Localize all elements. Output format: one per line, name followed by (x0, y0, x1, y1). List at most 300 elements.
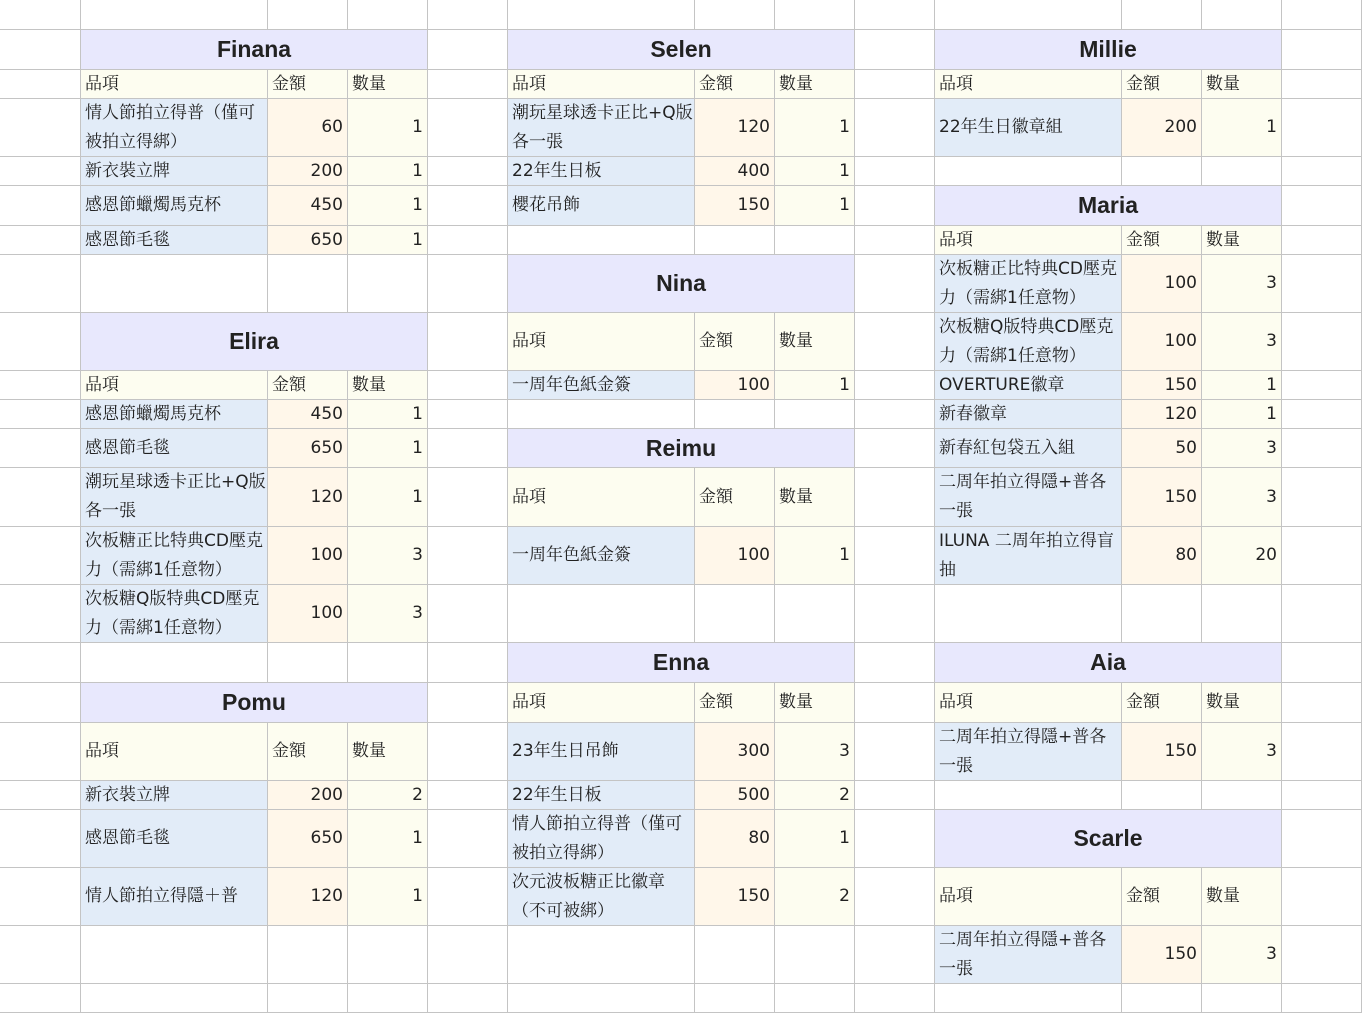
item-qty-cell-text: 2 (412, 784, 423, 805)
empty-cell[interactable] (1282, 371, 1362, 400)
empty-cell[interactable] (0, 99, 81, 157)
empty-cell[interactable] (1202, 585, 1282, 643)
item-amount-cell[interactable] (695, 810, 775, 868)
item-qty-cell[interactable] (1202, 429, 1282, 468)
empty-cell[interactable] (935, 585, 1122, 643)
item-amount-cell[interactable] (695, 723, 775, 781)
empty-cell[interactable] (1122, 585, 1202, 643)
empty-cell[interactable] (0, 468, 81, 527)
empty-cell[interactable] (695, 226, 775, 255)
item-name-cell[interactable] (508, 868, 695, 926)
item-qty-cell[interactable] (775, 810, 855, 868)
empty-cell[interactable] (0, 429, 81, 468)
empty-cell[interactable] (268, 643, 348, 683)
item-amount-cell[interactable] (1122, 371, 1202, 400)
item-qty-cell[interactable] (348, 868, 428, 926)
empty-cell[interactable] (428, 585, 508, 643)
empty-cell[interactable] (0, 313, 81, 371)
empty-cell[interactable] (0, 723, 81, 781)
empty-cell[interactable] (855, 468, 935, 527)
empty-cell[interactable] (81, 255, 268, 313)
item-name-cell[interactable] (935, 255, 1122, 313)
empty-cell[interactable] (0, 226, 81, 255)
empty-cell[interactable] (775, 926, 855, 984)
item-qty-cell[interactable] (775, 781, 855, 810)
block-title-nina[interactable] (508, 255, 855, 313)
item-amount-cell[interactable] (695, 157, 775, 186)
header-qty[interactable] (1202, 70, 1282, 99)
item-amount-cell[interactable] (268, 157, 348, 186)
item-qty-cell[interactable] (1202, 926, 1282, 984)
empty-cell[interactable] (1282, 429, 1362, 468)
empty-cell[interactable] (428, 400, 508, 429)
item-amount-cell[interactable] (1122, 429, 1202, 468)
empty-cell[interactable] (348, 643, 428, 683)
item-amount-cell[interactable] (268, 868, 348, 926)
empty-cell[interactable] (0, 683, 81, 723)
item-name-cell[interactable] (935, 99, 1122, 157)
item-qty-cell[interactable] (775, 527, 855, 585)
empty-cell[interactable] (0, 585, 81, 643)
item-amount-cell[interactable] (695, 868, 775, 926)
empty-cell[interactable] (1122, 157, 1202, 186)
item-qty-cell-text: 3 (1266, 437, 1277, 458)
empty-cell[interactable] (1282, 810, 1362, 868)
item-amount-cell[interactable] (695, 371, 775, 400)
item-name-cell[interactable] (508, 810, 695, 868)
item-amount-cell[interactable] (695, 99, 775, 157)
header-amount-text: 金額 (1126, 886, 1160, 906)
empty-cell[interactable] (428, 781, 508, 810)
item-name-cell[interactable] (81, 468, 268, 527)
item-name-cell[interactable] (935, 371, 1122, 400)
header-qty[interactable] (1202, 868, 1282, 926)
block-title-millie[interactable] (935, 30, 1282, 70)
item-qty-cell[interactable] (1202, 255, 1282, 313)
item-amount-cell[interactable] (1122, 926, 1202, 984)
empty-cell[interactable] (428, 723, 508, 781)
header-amount[interactable] (1122, 70, 1202, 99)
header-amount[interactable] (1122, 683, 1202, 723)
empty-cell[interactable] (1282, 468, 1362, 527)
item-qty-cell[interactable] (348, 400, 428, 429)
header-amount[interactable] (268, 371, 348, 400)
empty-cell[interactable] (775, 984, 855, 1013)
empty-cell[interactable] (855, 0, 935, 30)
header-qty[interactable] (1202, 226, 1282, 255)
header-qty[interactable] (775, 683, 855, 723)
empty-cell[interactable] (1202, 984, 1282, 1013)
header-item[interactable] (935, 868, 1122, 926)
empty-cell[interactable] (81, 926, 268, 984)
empty-cell[interactable] (855, 926, 935, 984)
empty-cell[interactable] (855, 99, 935, 157)
empty-cell[interactable] (855, 527, 935, 585)
empty-cell[interactable] (428, 70, 508, 99)
item-name-cell[interactable] (508, 186, 695, 226)
empty-cell[interactable] (428, 371, 508, 400)
header-amount[interactable] (695, 70, 775, 99)
empty-cell[interactable] (428, 99, 508, 157)
item-qty-cell[interactable] (348, 226, 428, 255)
empty-cell[interactable] (855, 186, 935, 226)
item-amount-cell[interactable] (695, 186, 775, 226)
empty-cell[interactable] (0, 371, 81, 400)
empty-cell[interactable] (268, 926, 348, 984)
item-amount-cell[interactable] (695, 781, 775, 810)
empty-cell[interactable] (935, 781, 1122, 810)
item-amount-cell-text: 80 (748, 828, 770, 848)
item-amount-cell[interactable] (268, 781, 348, 810)
item-name-cell-text: 22年生日板 (512, 160, 602, 181)
item-name-cell[interactable] (508, 781, 695, 810)
item-qty-cell[interactable] (1202, 313, 1282, 371)
empty-cell[interactable] (81, 984, 268, 1013)
empty-cell[interactable] (268, 255, 348, 313)
empty-cell[interactable] (695, 984, 775, 1013)
header-qty[interactable] (775, 313, 855, 371)
empty-cell[interactable] (1122, 781, 1202, 810)
empty-cell[interactable] (428, 643, 508, 683)
empty-cell[interactable] (348, 0, 428, 30)
empty-cell[interactable] (428, 186, 508, 226)
item-amount-cell[interactable] (1122, 255, 1202, 313)
block-title-maria[interactable] (935, 186, 1282, 226)
item-amount-cell[interactable] (268, 429, 348, 468)
header-qty[interactable] (775, 468, 855, 527)
empty-cell[interactable] (428, 527, 508, 585)
block-title-enna[interactable] (508, 643, 855, 683)
item-qty-cell-text: 3 (1266, 944, 1277, 964)
empty-cell[interactable] (0, 400, 81, 429)
empty-cell[interactable] (1282, 585, 1362, 643)
item-qty-cell[interactable] (348, 810, 428, 868)
empty-cell[interactable] (1282, 723, 1362, 781)
empty-cell[interactable] (1202, 781, 1282, 810)
item-name-cell-text: ILUNA 二周年拍立得盲抽 (939, 530, 1114, 580)
header-item[interactable] (81, 70, 268, 99)
empty-cell[interactable] (0, 984, 81, 1013)
item-name-cell[interactable] (81, 157, 268, 186)
item-qty-cell[interactable] (775, 868, 855, 926)
block-title-reimu[interactable] (508, 429, 855, 468)
header-item[interactable] (508, 313, 695, 371)
empty-cell[interactable] (0, 70, 81, 99)
item-amount-cell-text: 450 (310, 195, 343, 215)
empty-cell[interactable] (1282, 643, 1362, 683)
empty-cell[interactable] (348, 984, 428, 1013)
empty-cell[interactable] (1282, 984, 1362, 1013)
item-name-cell[interactable] (81, 810, 268, 868)
item-name-cell[interactable] (81, 429, 268, 468)
item-name-cell[interactable] (508, 527, 695, 585)
empty-cell[interactable] (775, 0, 855, 30)
header-item[interactable] (81, 371, 268, 400)
item-qty-cell[interactable] (775, 157, 855, 186)
item-amount-cell[interactable] (268, 468, 348, 527)
empty-cell[interactable] (0, 527, 81, 585)
item-qty-cell[interactable] (1202, 468, 1282, 527)
header-item[interactable] (935, 683, 1122, 723)
item-qty-cell[interactable] (775, 723, 855, 781)
header-qty[interactable] (348, 70, 428, 99)
header-item[interactable] (508, 683, 695, 723)
empty-cell[interactable] (1282, 683, 1362, 723)
item-amount-cell[interactable] (1122, 468, 1202, 527)
empty-cell[interactable] (0, 926, 81, 984)
item-name-cell[interactable] (508, 723, 695, 781)
empty-cell[interactable] (428, 683, 508, 723)
empty-cell[interactable] (508, 226, 695, 255)
empty-cell[interactable] (428, 255, 508, 313)
item-amount-cell-text: 100 (310, 603, 343, 623)
empty-cell[interactable] (1282, 527, 1362, 585)
empty-cell[interactable] (855, 643, 935, 683)
empty-cell[interactable] (695, 400, 775, 429)
empty-cell[interactable] (0, 255, 81, 313)
item-qty-cell[interactable] (775, 99, 855, 157)
empty-cell[interactable] (855, 810, 935, 868)
empty-cell[interactable] (428, 926, 508, 984)
empty-cell[interactable] (855, 30, 935, 70)
item-amount-cell[interactable] (1122, 400, 1202, 429)
item-qty-cell[interactable] (348, 585, 428, 643)
empty-cell[interactable] (428, 468, 508, 527)
item-qty-cell[interactable] (348, 781, 428, 810)
item-name-cell[interactable] (508, 157, 695, 186)
block-title-aia[interactable] (935, 643, 1282, 683)
empty-cell[interactable] (1282, 157, 1362, 186)
item-name-cell[interactable] (935, 527, 1122, 585)
empty-cell[interactable] (855, 313, 935, 371)
item-amount-cell-text: 150 (1164, 944, 1197, 964)
empty-cell[interactable] (1282, 400, 1362, 429)
header-amount[interactable] (695, 683, 775, 723)
empty-cell[interactable] (508, 926, 695, 984)
block-title-scarle[interactable] (935, 810, 1282, 868)
empty-cell[interactable] (855, 70, 935, 99)
header-qty[interactable] (348, 723, 428, 781)
header-item[interactable] (508, 70, 695, 99)
empty-cell[interactable] (1282, 30, 1362, 70)
item-qty-cell[interactable] (775, 186, 855, 226)
empty-cell[interactable] (1282, 255, 1362, 313)
item-amount-cell[interactable] (268, 226, 348, 255)
empty-cell[interactable] (0, 157, 81, 186)
item-qty-cell[interactable] (1202, 400, 1282, 429)
empty-cell[interactable] (81, 0, 268, 30)
empty-cell[interactable] (855, 255, 935, 313)
header-amount[interactable] (268, 723, 348, 781)
empty-cell[interactable] (1282, 0, 1362, 30)
empty-cell[interactable] (695, 0, 775, 30)
empty-cell[interactable] (855, 157, 935, 186)
item-name-cell[interactable] (935, 400, 1122, 429)
block-title-elira[interactable] (81, 313, 428, 371)
empty-cell[interactable] (1282, 186, 1362, 226)
item-name-cell[interactable] (81, 868, 268, 926)
item-amount-cell[interactable] (268, 810, 348, 868)
empty-cell[interactable] (268, 0, 348, 30)
item-name-cell-text: 一周年色紙金簽 (512, 545, 631, 565)
item-name-cell-text: 感恩節蠟燭馬克杯 (85, 195, 221, 215)
item-name-cell[interactable] (81, 527, 268, 585)
empty-cell[interactable] (1282, 868, 1362, 926)
empty-cell[interactable] (695, 585, 775, 643)
item-qty-cell[interactable] (1202, 723, 1282, 781)
empty-cell[interactable] (428, 810, 508, 868)
header-qty-text: 數量 (779, 692, 813, 712)
empty-cell[interactable] (81, 643, 268, 683)
item-amount-cell[interactable] (1122, 527, 1202, 585)
empty-cell[interactable] (855, 683, 935, 723)
item-name-cell[interactable] (81, 226, 268, 255)
header-amount[interactable] (695, 313, 775, 371)
item-qty-cell[interactable] (348, 527, 428, 585)
block-title-finana[interactable] (81, 30, 428, 70)
empty-cell[interactable] (428, 429, 508, 468)
header-amount[interactable] (1122, 868, 1202, 926)
empty-cell[interactable] (348, 255, 428, 313)
empty-cell[interactable] (1282, 226, 1362, 255)
item-qty-cell[interactable] (1202, 527, 1282, 585)
empty-cell[interactable] (508, 400, 695, 429)
item-name-cell[interactable] (508, 371, 695, 400)
header-item[interactable] (935, 226, 1122, 255)
item-qty-cell[interactable] (775, 371, 855, 400)
item-amount-cell[interactable] (268, 99, 348, 157)
empty-cell[interactable] (855, 723, 935, 781)
empty-cell[interactable] (428, 30, 508, 70)
empty-cell[interactable] (935, 157, 1122, 186)
empty-cell[interactable] (775, 400, 855, 429)
block-title-selen[interactable] (508, 30, 855, 70)
empty-cell[interactable] (1282, 70, 1362, 99)
block-title-pomu[interactable] (81, 683, 428, 723)
empty-cell[interactable] (775, 226, 855, 255)
empty-cell[interactable] (0, 643, 81, 683)
empty-cell[interactable] (1282, 99, 1362, 157)
empty-cell[interactable] (855, 429, 935, 468)
header-qty[interactable] (775, 70, 855, 99)
empty-cell[interactable] (695, 926, 775, 984)
item-name-cell[interactable] (81, 99, 268, 157)
item-name-cell[interactable] (81, 400, 268, 429)
item-amount-cell[interactable] (1122, 99, 1202, 157)
empty-cell[interactable] (855, 400, 935, 429)
empty-cell[interactable] (1282, 926, 1362, 984)
empty-cell[interactable] (428, 313, 508, 371)
empty-cell[interactable] (268, 984, 348, 1013)
empty-cell[interactable] (935, 984, 1122, 1013)
empty-cell[interactable] (508, 984, 695, 1013)
empty-cell[interactable] (1122, 0, 1202, 30)
empty-cell[interactable] (428, 984, 508, 1013)
item-qty-cell-text: 3 (1266, 331, 1277, 351)
item-qty-cell-text: 1 (412, 486, 423, 507)
empty-cell[interactable] (1282, 781, 1362, 810)
empty-cell[interactable] (0, 868, 81, 926)
header-amount[interactable] (268, 70, 348, 99)
empty-cell[interactable] (348, 926, 428, 984)
item-qty-cell[interactable] (348, 429, 428, 468)
item-qty-cell[interactable] (348, 157, 428, 186)
item-name-cell[interactable] (935, 468, 1122, 527)
item-name-cell[interactable] (81, 585, 268, 643)
empty-cell[interactable] (508, 0, 695, 30)
empty-cell[interactable] (935, 0, 1122, 30)
empty-cell[interactable] (1202, 0, 1282, 30)
item-amount-cell[interactable] (695, 527, 775, 585)
empty-cell[interactable] (1282, 313, 1362, 371)
item-qty-cell-text: 1 (412, 160, 423, 181)
item-amount-cell[interactable] (268, 400, 348, 429)
empty-cell[interactable] (0, 781, 81, 810)
item-qty-cell[interactable] (348, 468, 428, 527)
item-qty-cell[interactable] (348, 99, 428, 157)
item-name-cell[interactable] (508, 99, 695, 157)
empty-cell[interactable] (428, 226, 508, 255)
item-qty-cell[interactable] (348, 186, 428, 226)
item-name-cell[interactable] (935, 723, 1122, 781)
empty-cell[interactable] (428, 157, 508, 186)
empty-cell[interactable] (0, 186, 81, 226)
item-amount-cell-text: 120 (310, 486, 343, 507)
item-name-cell[interactable] (81, 781, 268, 810)
header-amount[interactable] (695, 468, 775, 527)
empty-cell[interactable] (855, 585, 935, 643)
empty-cell[interactable] (855, 781, 935, 810)
header-qty[interactable] (348, 371, 428, 400)
empty-cell[interactable] (1202, 157, 1282, 186)
item-name-cell[interactable] (935, 429, 1122, 468)
empty-cell[interactable] (0, 30, 81, 70)
empty-cell[interactable] (855, 984, 935, 1013)
empty-cell[interactable] (508, 585, 695, 643)
empty-cell[interactable] (855, 226, 935, 255)
header-item[interactable] (508, 468, 695, 527)
header-amount-text: 金額 (699, 73, 733, 94)
header-amount-text: 金額 (272, 741, 306, 761)
header-qty-text: 數量 (779, 73, 813, 94)
empty-cell[interactable] (0, 0, 81, 30)
item-amount-cell-text: 150 (1164, 374, 1197, 395)
item-name-cell[interactable] (935, 926, 1122, 984)
empty-cell[interactable] (1122, 984, 1202, 1013)
header-amount[interactable] (1122, 226, 1202, 255)
empty-cell[interactable] (855, 868, 935, 926)
item-amount-cell[interactable] (1122, 723, 1202, 781)
item-amount-cell[interactable] (1122, 313, 1202, 371)
item-qty-cell[interactable] (1202, 371, 1282, 400)
item-name-cell[interactable] (935, 313, 1122, 371)
item-qty-cell-text: 1 (1266, 117, 1277, 137)
header-qty[interactable] (1202, 683, 1282, 723)
empty-cell[interactable] (428, 868, 508, 926)
empty-cell[interactable] (0, 810, 81, 868)
item-qty-cell[interactable] (1202, 99, 1282, 157)
empty-cell[interactable] (855, 371, 935, 400)
item-amount-cell[interactable] (268, 186, 348, 226)
item-amount-cell[interactable] (268, 527, 348, 585)
empty-cell[interactable] (428, 0, 508, 30)
header-item[interactable] (935, 70, 1122, 99)
empty-cell[interactable] (775, 585, 855, 643)
header-item[interactable] (81, 723, 268, 781)
item-amount-cell-text: 650 (310, 229, 343, 250)
item-amount-cell[interactable] (268, 585, 348, 643)
item-name-cell[interactable] (81, 186, 268, 226)
